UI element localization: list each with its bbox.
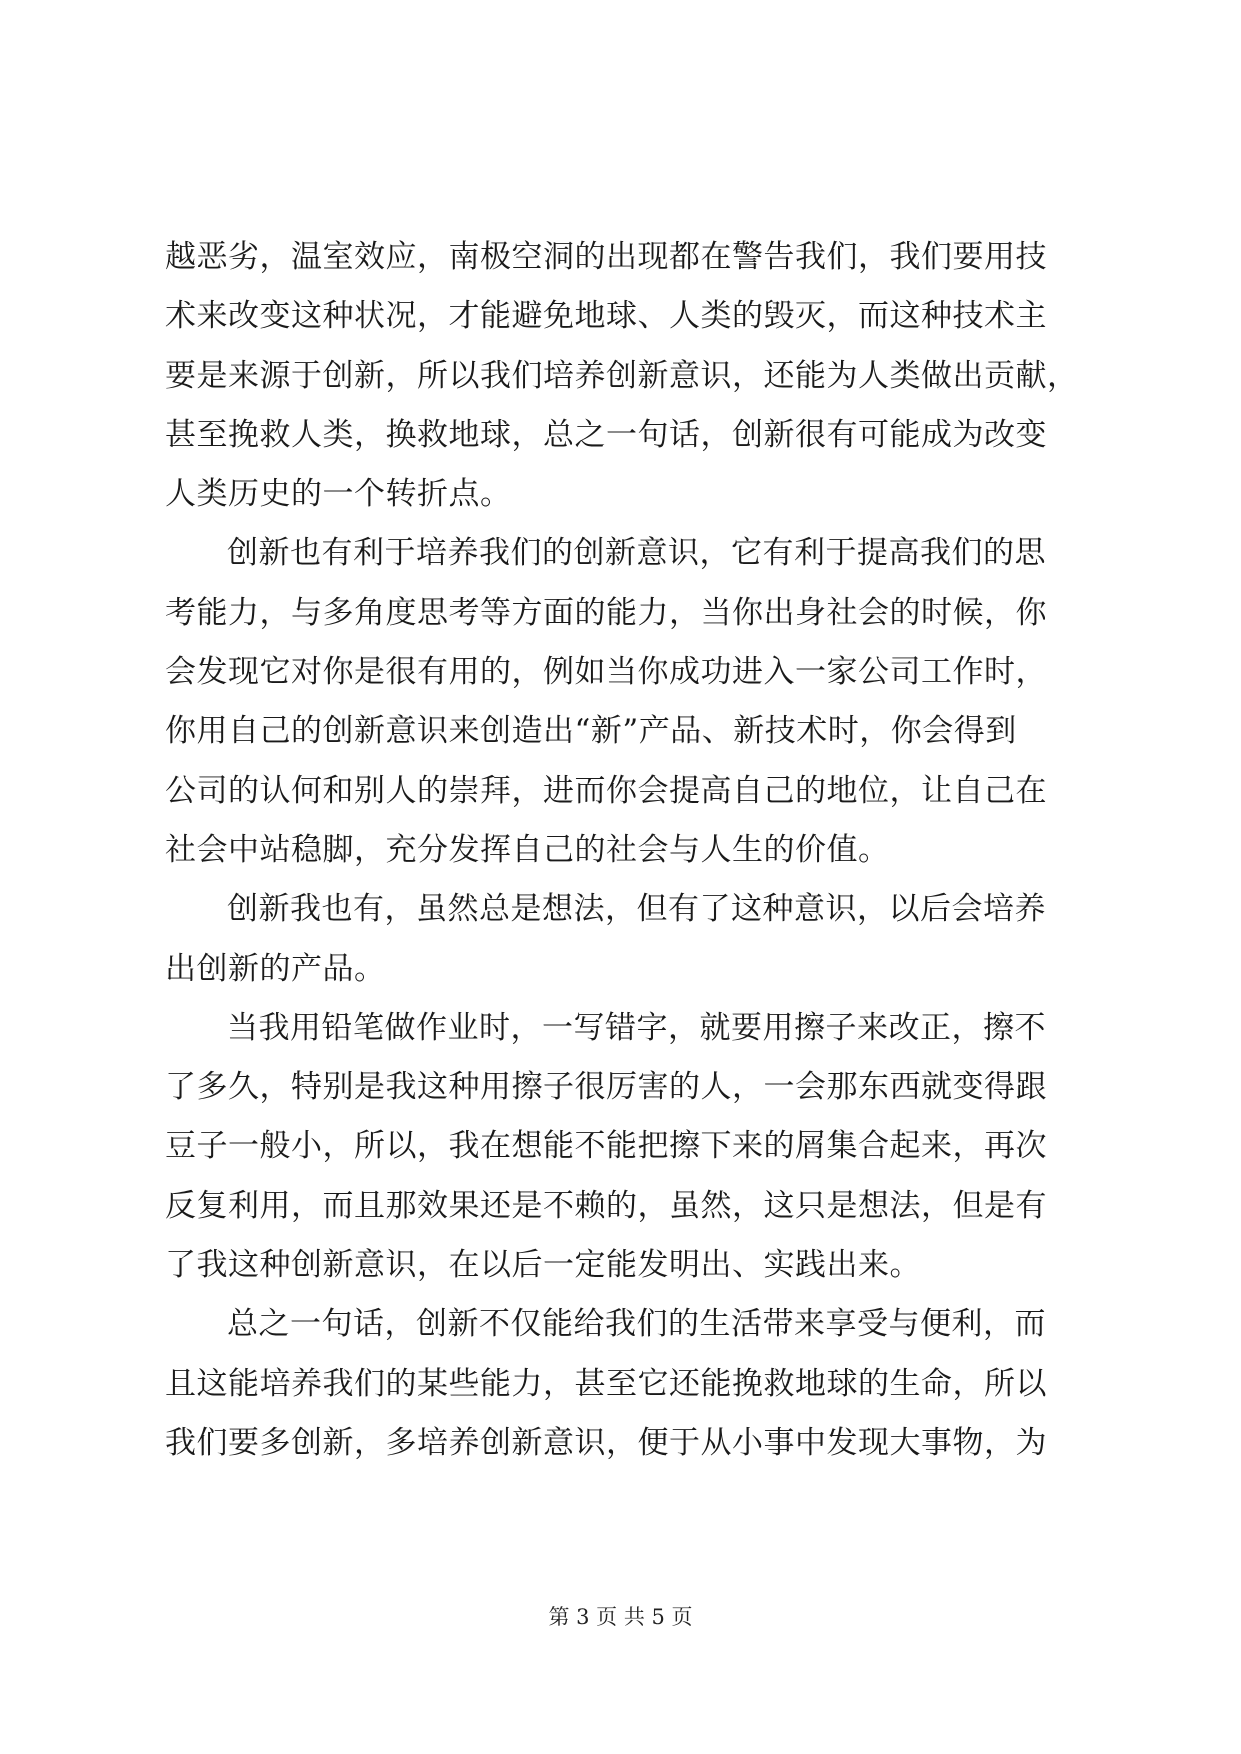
text-line: 你用自己的创新意识来创造出“新”产品、新技术时，你会得到 (165, 713, 1017, 750)
text-line: 创新也有利于培养我们的创新意识，它有利于提高我们的思 (227, 535, 1046, 572)
text-line: 甚至挽救人类，换救地球，总之一句话，创新很有可能成为改变 (165, 416, 1047, 453)
text-line: 越恶劣，温室效应，南极空洞的出现都在警告我们，我们要用技 (165, 239, 1047, 275)
text-line: 考能力，与多角度思考等方面的能力，当你出身社会的时候，你 (165, 594, 1047, 631)
text-line: 当我用铅笔做作业时，一写错字，就要用擦子来改正，擦不 (227, 1009, 1046, 1046)
page-footer: 第 3 页 共 5 页 (548, 1605, 693, 1629)
text-line: 术来改变这种状况，才能避免地球、人类的毁灭，而这种技术主 (165, 298, 1047, 335)
text-line: 我们要多创新，多培养创新意识，便于从小事中发现大事物，为 (165, 1424, 1047, 1461)
text-line: 出创新的产品。 (165, 950, 386, 987)
text-line: 要是来源于创新，所以我们培养创新意识，还能为人类做出贡献， (165, 357, 1079, 394)
text-line: 创新我也有，虽然总是想法，但有了这种意识，以后会培养 (227, 891, 1046, 928)
text-line: 总之一句话，创新不仅能给我们的生活带来享受与便利，而 (227, 1306, 1046, 1343)
text-line: 了多久，特别是我这种用擦子很厉害的人，一会那东西就变得跟 (165, 1069, 1047, 1106)
body-text (165, 228, 1085, 1473)
text-line: 社会中站稳脚，充分发挥自己的社会与人生的价值。 (165, 831, 890, 868)
text-line: 豆子一般小，所以，我在想能不能把擦下来的屑集合起来，再次 (165, 1128, 1047, 1165)
text-line: 且这能培养我们的某些能力，甚至它还能挽救地球的生命，所以 (165, 1365, 1047, 1402)
text-line: 人类历史的一个转折点。 (165, 476, 512, 513)
text-line: 了我这种创新意识，在以后一定能发明出、实践出来。 (165, 1247, 921, 1284)
text-line: 公司的认何和别人的崇拜，进而你会提高自己的地位，让自己在 (165, 772, 1047, 809)
text-line: 会发现它对你是很有用的，例如当你成功进入一家公司工作时， (165, 654, 1047, 691)
text-line: 反复利用，而且那效果还是不赖的，虽然，这只是想法，但是有 (165, 1187, 1047, 1224)
